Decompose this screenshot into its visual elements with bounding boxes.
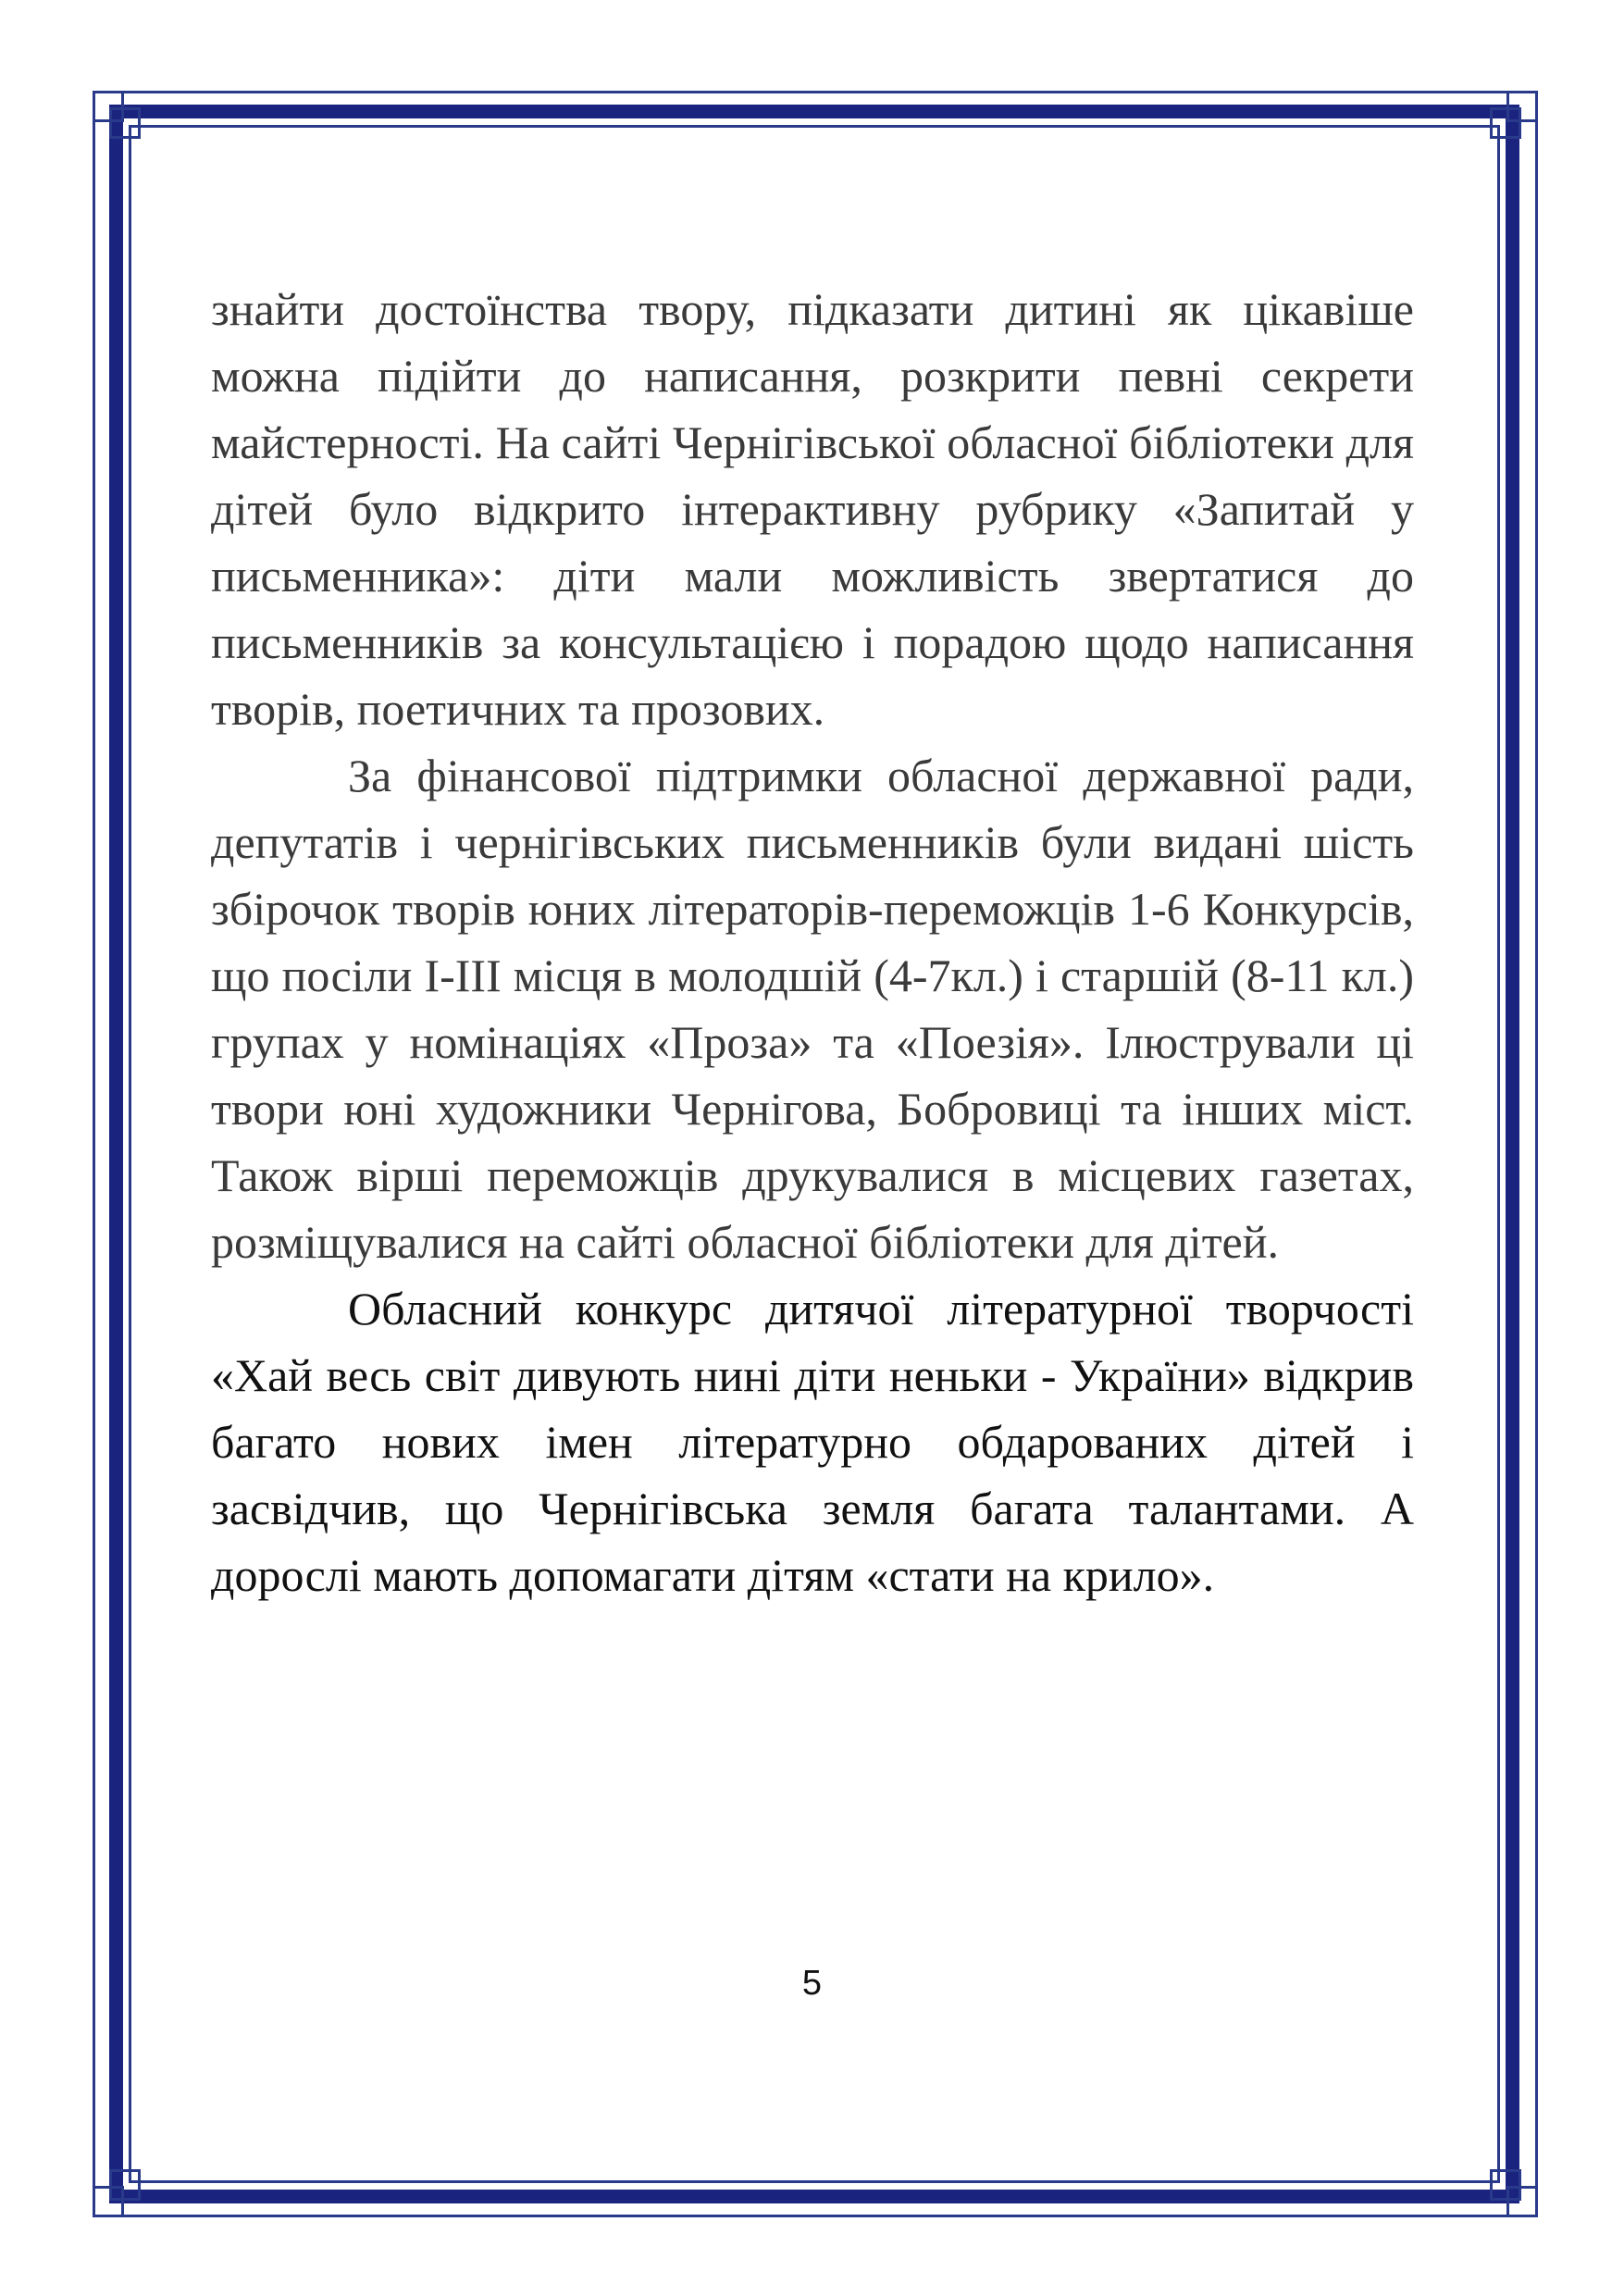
frame-corner-ornament [1484,2164,1538,2217]
paragraph-funding: За фінансової підтримки обласної державної ради, депутатів і чернігівських письменників були видані шість збірочок творів юних літераторів-переможців 1-6 Конкурсів, що посіли I-III місця в молодшій (4-7кл.) і старшій (8-11 кл.) групах у номінаціях «Проза» та «Поезія». Ілюстрували ці твори юні художники Чернігова, Бобровиці та інших міст. Також вірші переможців друкувалися в місцевих газетах, розміщувалися на сайті обласної бібліотеки для дітей. [211,750,1414,1268]
page-number: 5 [801,1964,823,2003]
frame-corner-ornament [93,91,146,144]
frame-corner-ornament [93,2164,146,2217]
paragraph-continuation: знайти достоїнства твору, підказати дитині як цікавіше можна підійти до написання, розкрити певні секрети майстерності. На сайті Чернігівської обласної бібліотеки для дітей було відкрито інтерактивну рубрику «Запитай у письменника»: діти мали можливість звертатися до письменників за консультацією і порадою щодо написання творів, поетичних та прозових. [211,283,1414,735]
body-text [211,276,1414,1608]
paragraph-conclusion: Обласний конкурс дитячої літературної творчості «Хай весь світ дивують нині діти неньки - України» відкрив багато нових імен літературно обдарованих дітей і засвідчив, що Чернігівська земля багата талантами. А дорослі мають допомагати дітям «стати на крило». [211,1283,1414,1601]
frame-corner-ornament [1484,91,1538,144]
